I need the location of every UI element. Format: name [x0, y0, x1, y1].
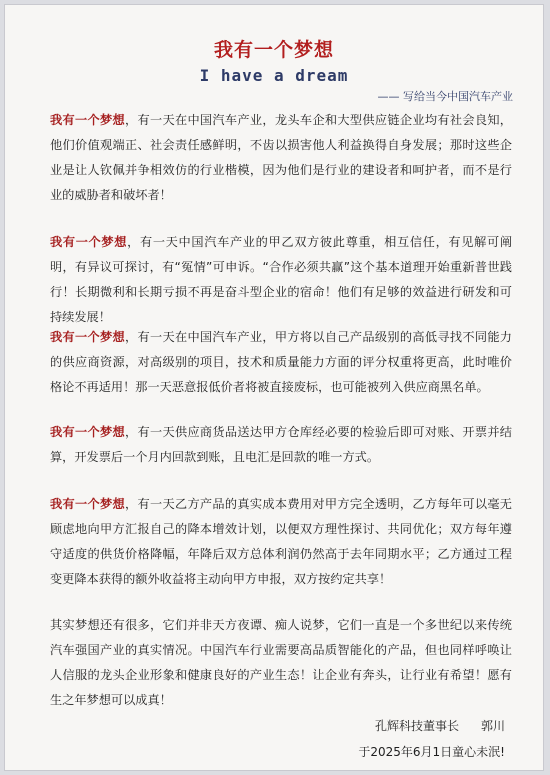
paragraph-lead: 我有一个梦想: [50, 113, 125, 127]
document-page: [4, 4, 544, 771]
signature-date: 于2025年6月1日童心未泯!: [358, 745, 505, 759]
document-title: 我有一个梦想: [213, 39, 334, 61]
document-subtitle: I have a dream: [199, 66, 349, 85]
paragraph-6: [50, 613, 512, 713]
paragraph-lead: 我有一个梦想: [50, 235, 128, 249]
paragraph-text: ，有一天供应商货品送达甲方仓库经必要的检验后即可对账、开票并结算，开发票后一个月内回款到账，且电汇是回款的唯一方式。: [50, 425, 512, 464]
dedication-line: —— 写给当今中国汽车产业: [377, 90, 513, 103]
paragraph-text: ，有一天中国汽车产业的甲乙双方彼此尊重，相互信任，有见解可阐明，有异议可探讨，有“冤情”可申诉。“合作必须共赢”这个基本道理开始重新普世践行！长期微利和长期亏损不再是奋斗型企业的宿命！他们有足够的效益进行研发和可持续发展！: [50, 235, 513, 324]
paragraph-lead: 我有一个梦想: [50, 330, 125, 344]
paragraph-1: [50, 108, 512, 208]
paragraph-4: [50, 420, 512, 470]
paragraph-text: ，有一天乙方产品的真实成本费用对甲方完全透明，乙方每年可以毫无顾虑地向甲方汇报自己的降本增效计划，以便双方理性探讨、共同优化；双方每年遵守适度的供货价格降幅，年降后双方总体利润仍然高于去年同期水平；乙方通过工程变更降本获得的额外收益将主动向甲方申报，双方按约定共享！: [50, 497, 512, 586]
paragraph-text: 其实梦想还有很多，它们并非天方夜谭、痴人说梦，它们一直是一个多世纪以来传统汽车强国产业的真实情况。中国汽车行业需要高品质智能化的产品，但也同样呼唤让人信服的龙头企业形象和健康良好的产业生态！让企业有奔头，让行业有希望！愿有生之年梦想可以成真！: [50, 618, 512, 707]
paragraph-lead: 我有一个梦想: [50, 497, 125, 511]
signature-name: 郭川: [480, 719, 505, 733]
paragraph-text: ，有一天在中国汽车产业，甲方将以自己产品级别的高低寻找不同能力的供应商资源，对高级别的项目，技术和质量能力方面的评分权重将更高，此时唯价格论不再适用！那一天恶意报低价者将被直接废标，也可能被列入供应商黑名单。: [50, 330, 512, 394]
paragraph-3: [50, 325, 512, 400]
paragraph-5: [50, 492, 512, 592]
signature-title: [375, 717, 505, 734]
paragraph-2: [50, 230, 512, 330]
paragraph-text: ，有一天在中国汽车产业，龙头车企和大型供应链企业均有社会良知，他们价值观端正、社会责任感鲜明，不齿以损害他人利益换得自身发展；那时这些企业是让人钦佩并争相效仿的行业楷模，因为他们是行业的建设者和呵护者，而不是行业的威胁者和破坏者！: [50, 113, 512, 202]
paragraph-lead: 我有一个梦想: [50, 425, 125, 439]
signature-company: 孔辉科技董事长: [374, 719, 459, 733]
